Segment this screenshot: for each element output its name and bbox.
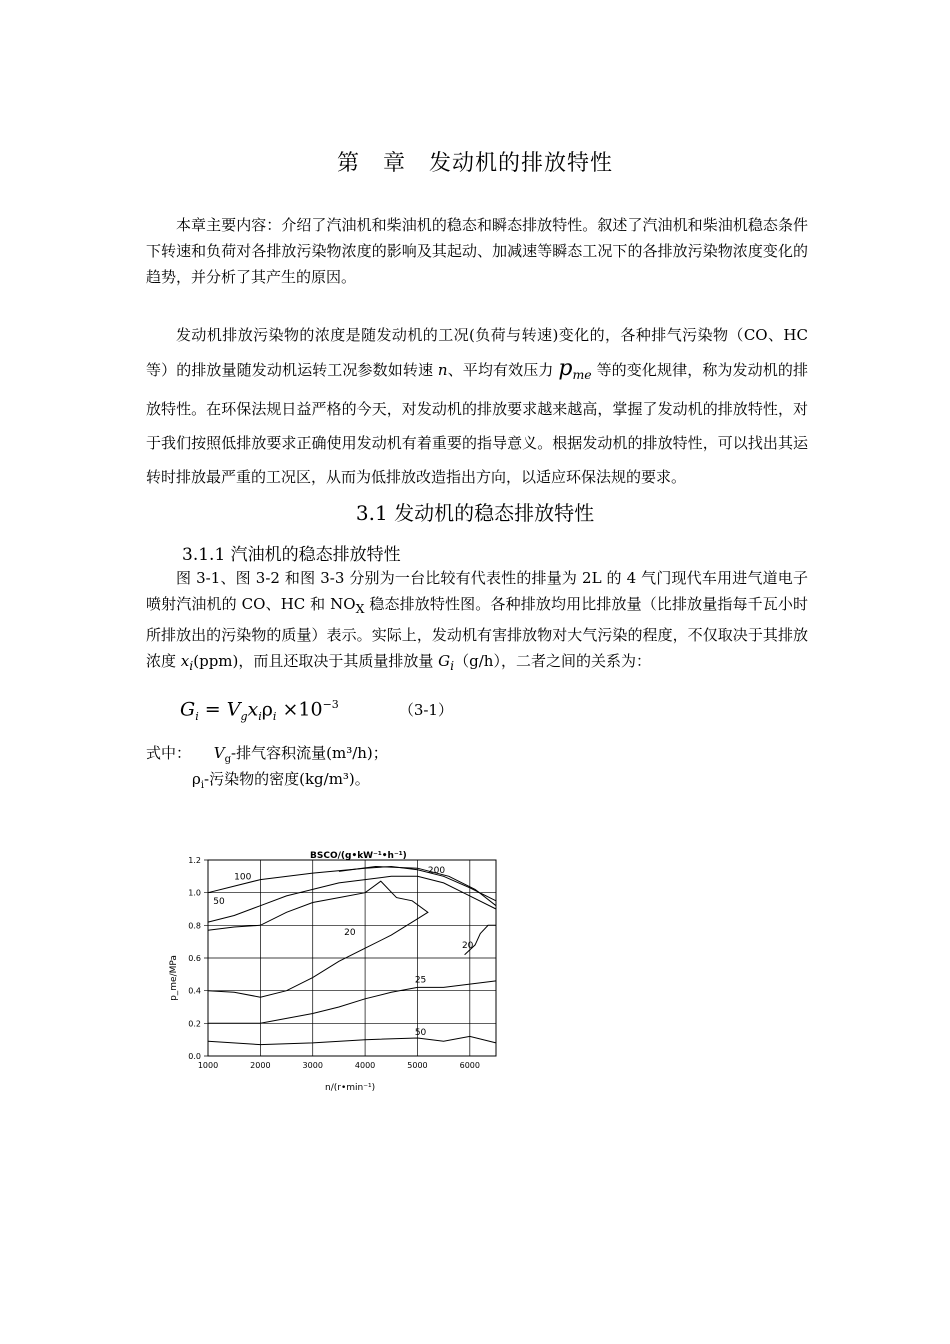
- formula-rho: ρ: [261, 698, 273, 721]
- where-v-sub: g: [224, 754, 232, 765]
- formula-times: ×10: [276, 698, 323, 721]
- x-tick-label: 6000: [459, 1061, 480, 1070]
- contour-line: [208, 881, 428, 997]
- y-tick-label: 0.4: [188, 986, 201, 996]
- contour-label: 200: [427, 866, 446, 877]
- contour-line: [208, 876, 496, 922]
- formula-v: V: [226, 698, 241, 721]
- symbol-p: p: [558, 356, 573, 381]
- formula-3-1: [180, 698, 453, 723]
- contour-label: 50: [213, 897, 225, 908]
- formula-g: G: [180, 698, 196, 721]
- chart-y-axis-label: p_me/MPa: [169, 955, 179, 1001]
- symbol-g-subscript: i: [450, 658, 455, 673]
- y-tick-label: 1.2: [188, 856, 201, 865]
- para1-part-a: 发动机排放污染物的浓度是随发动机的工况(负荷与转速)变化的，各种排气污染物（CO、HC 等）的排放量随发动机运转工况参数如转速: [146, 326, 808, 379]
- chapter-title: 第 章 发动机的排放特性: [336, 151, 613, 176]
- para1-part-c: 等的变化规律，称为发动机的排放特性。在环保法规日益严格的今天，对发动机的排放要求越来越高，掌握了发动机的排放特性，对于我们按照低排放要求正确使用发动机有着重要的指导意义。根据发动机的排放特性，可以找出其运转时排放最严重的工况区，从而为低排放改造指出方向，以适应环保法规的要求。: [146, 361, 808, 486]
- contour-line: [208, 981, 496, 1023]
- paragraph-gasoline-engine: [146, 565, 808, 679]
- y-tick-label: 1.0: [188, 888, 201, 898]
- formula-x: x: [247, 698, 259, 721]
- contour-label: 50: [414, 1027, 427, 1038]
- formula-g-sub: i: [195, 710, 199, 724]
- formula-equals: =: [198, 698, 227, 721]
- symbol-x: x: [180, 652, 190, 670]
- chapter-intro: 本章主要内容：介绍了汽油机和柴油机的稳态和瞬态排放特性。叙述了汽油机和柴油机稳态条件下转速和负荷对各排放污染物浓度的影响及其起动、加减速等瞬态工况下的各排放污染物浓度变化的趋势，并分析了其产生的原因。: [146, 216, 808, 286]
- contour-line: [208, 1036, 496, 1044]
- para2-part-b: 稳态排放特性图。各种排放均用比排放量（比排放量指每千瓦小时所排放出的污染物的质量）表示。实际上，发动机有害排放物对大气污染的程度，不仅取决于其排放浓度: [146, 595, 809, 670]
- where-rho-symbol: ρ: [192, 770, 201, 788]
- subsection-heading: 3.1.1 汽油机的稳态排放特性: [182, 545, 401, 565]
- bsco-contour-chart: [160, 838, 510, 1100]
- chart-grid: [204, 860, 496, 1056]
- formula-v-sub: g: [240, 710, 248, 724]
- nox-subscript: X: [355, 601, 365, 616]
- formula-rho-sub: i: [272, 710, 277, 724]
- contour-label: 20: [461, 941, 474, 952]
- x-tick-label: 3000: [302, 1061, 323, 1070]
- where-v-symbol: V: [213, 744, 225, 762]
- where-rho-text: -污染物的密度(kg/m³)。: [204, 770, 370, 788]
- x-tick-label: 4000: [354, 1061, 376, 1070]
- para2-part-a: 图 3-1、图 3-2 和图 3-3 分别为一台比较有代表性的排量为 2L 的 4 气门现代车用进气道电子喷射汽油机的 CO、HC 和 NO: [146, 569, 808, 613]
- section-heading: 3.1 发动机的稳态排放特性: [355, 501, 595, 525]
- chart-title: BSCO/(g•kW⁻¹•h⁻¹): [310, 851, 407, 861]
- formula-x-sub: i: [258, 710, 262, 724]
- para2-part-d: （g/h），二者之间的关系为：: [454, 652, 651, 670]
- symbol-n: n: [437, 361, 448, 379]
- symbol-p-subscript: me: [572, 367, 592, 382]
- x-tick-label: 2000: [250, 1061, 271, 1070]
- paragraph-emission-characteristics: [146, 318, 808, 494]
- where-line-2: [192, 768, 370, 791]
- y-tick-label: 0.6: [188, 954, 201, 963]
- formula-number: （3-1）: [398, 701, 453, 720]
- y-tick-label: 0.8: [188, 921, 201, 931]
- formula-exponent: −3: [322, 698, 339, 711]
- para1-part-b: 、平均有效压力: [447, 361, 559, 379]
- chart-x-axis-label: n/(r•min⁻¹): [325, 1083, 376, 1093]
- where-line-1: [146, 742, 388, 765]
- x-tick-label: 5000: [407, 1061, 428, 1070]
- symbol-g: G: [438, 652, 451, 670]
- y-tick-label: 0.0: [188, 1052, 201, 1061]
- where-label: 式中：: [146, 744, 192, 762]
- contour-label: 25: [414, 975, 427, 986]
- x-tick-label: 1000: [197, 1061, 219, 1070]
- symbol-x-subscript: i: [189, 658, 194, 673]
- contour-label: 100: [234, 872, 252, 883]
- where-rho-sub: i: [200, 780, 205, 791]
- y-tick-label: 0.2: [188, 1019, 201, 1029]
- para2-part-c: (ppm)，而且还取决于其质量排放量: [193, 652, 439, 670]
- chart-ticks: [188, 856, 480, 1070]
- contour-label: 20: [344, 928, 356, 939]
- where-v-text: -排气容积流量(m³/h)；: [231, 744, 388, 762]
